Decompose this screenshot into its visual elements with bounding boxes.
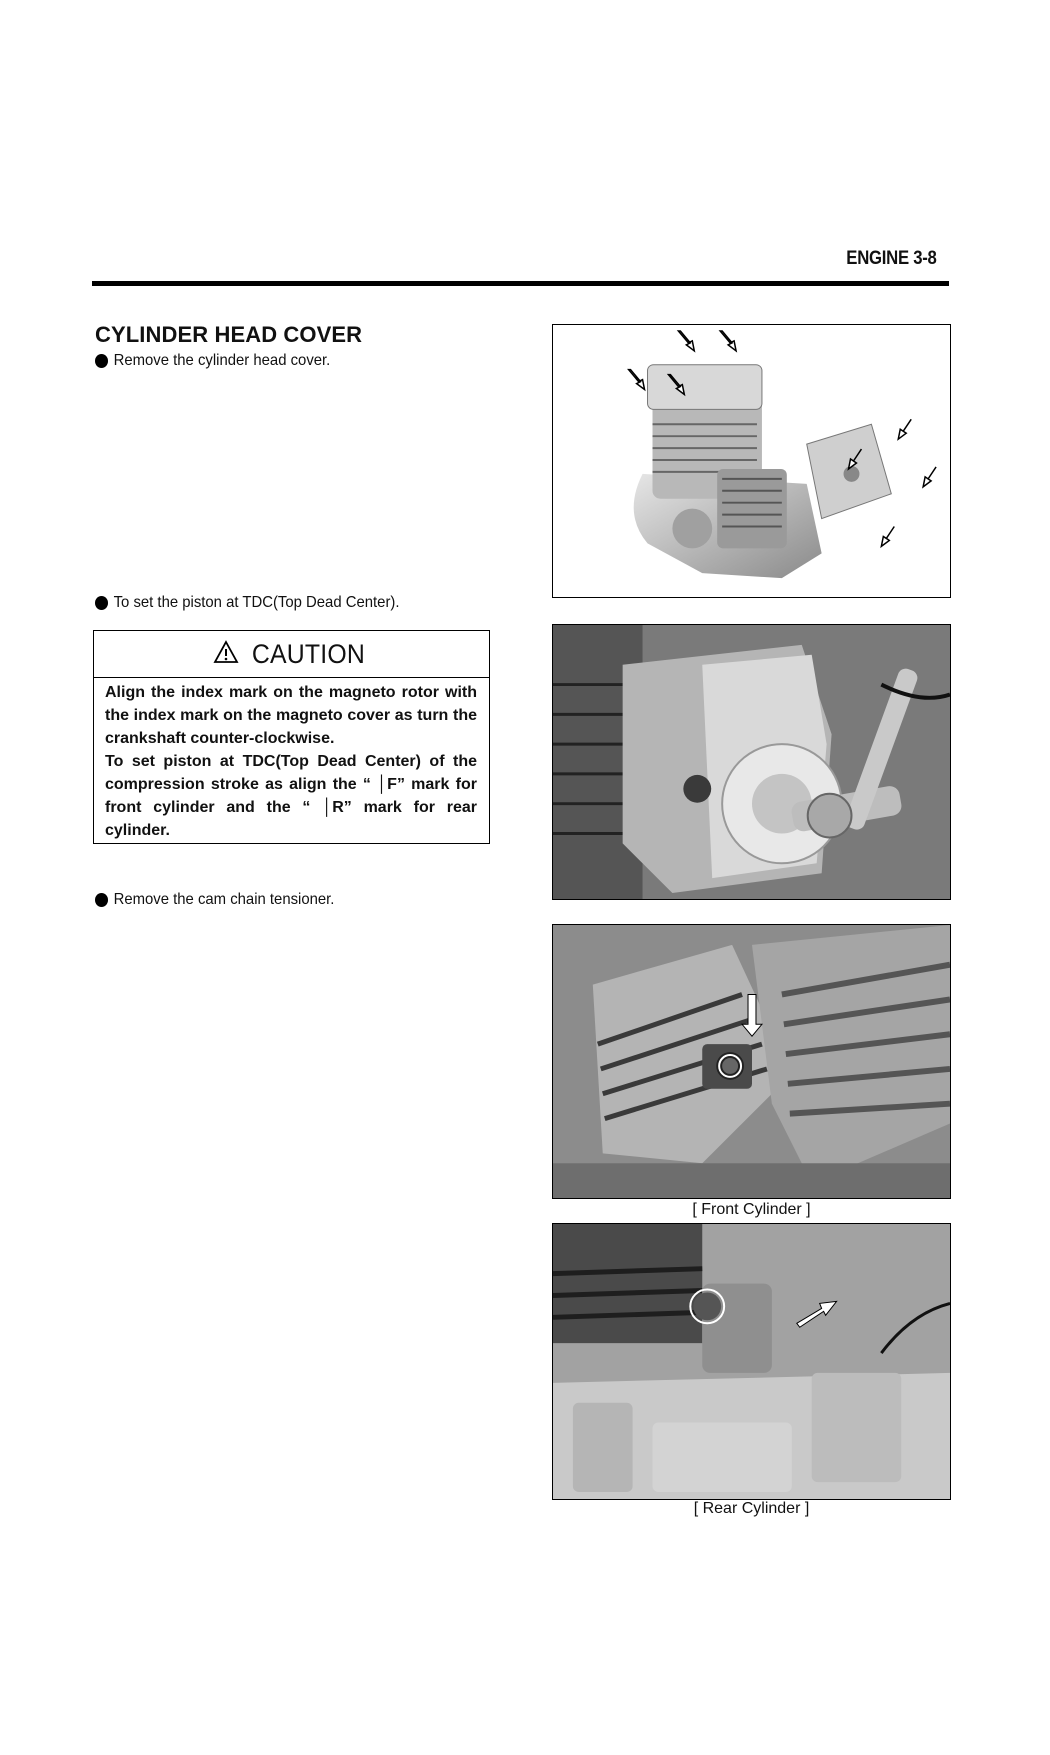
step-set-tdc [95, 594, 399, 612]
caution-header [94, 631, 489, 678]
bullet-icon [95, 893, 108, 907]
bullet-icon [95, 354, 108, 368]
step-remove-head-cover [95, 352, 330, 370]
step-remove-tensioner [95, 891, 334, 909]
photo-magneto-cover [552, 624, 951, 900]
bullet-icon [95, 596, 108, 610]
step-text: Remove the cam chain tensioner. [113, 891, 335, 908]
step-text: To set the piston at TDC(Top Dead Center). [113, 594, 400, 611]
caution-body [105, 681, 477, 842]
page-header-ref: ENGINE 3-8 [846, 248, 937, 269]
photo-front-cylinder [552, 924, 951, 1199]
photo-rear-cylinder [552, 1223, 951, 1500]
photo-head-cover [552, 324, 951, 598]
caution-title: CAUTION [251, 638, 366, 669]
step-text: Remove the cylinder head cover. [113, 352, 331, 369]
header-rule [92, 281, 949, 286]
caution-line: To set piston at TDC(Top Dead Center) of the compression stroke as align the “ │F” mark for front cylinder and the “ │R” mark for rear cylinder. [105, 753, 477, 839]
caution-box [93, 630, 490, 844]
warning-triangle-icon [213, 640, 239, 669]
caption-front-cylinder: [ Front Cylinder ] [692, 1201, 811, 1218]
caution-line: Align the index mark on the magneto rotor with the index mark on the magneto cover as turn the crankshaft counter-clockwise. [105, 684, 477, 747]
caption-rear-cylinder: [ Rear Cylinder ] [693, 1500, 810, 1517]
section-title: CYLINDER HEAD COVER [95, 322, 363, 347]
